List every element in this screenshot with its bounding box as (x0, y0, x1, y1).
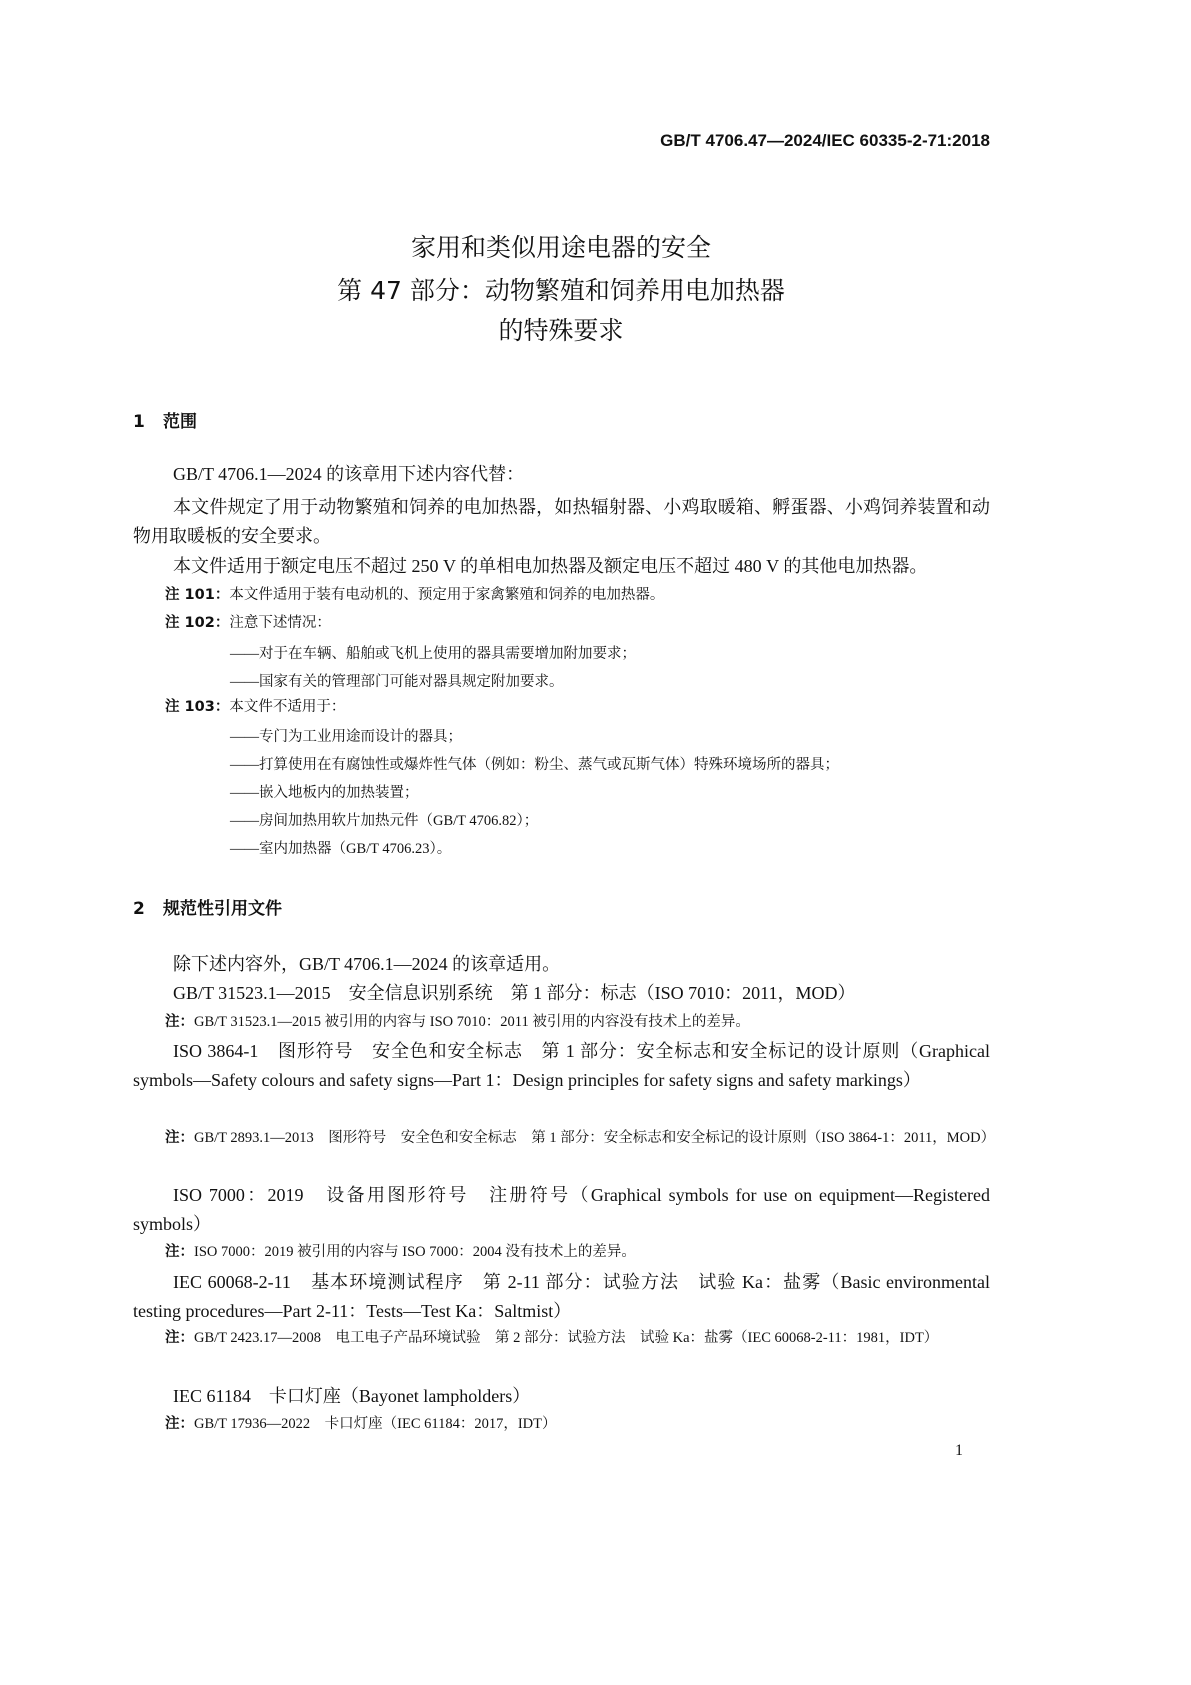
reference: GB/T 31523.1—2015 安全信息识别系统 第 1 部分：标志（ISO 7010：2011，MOD） (173, 983, 856, 1003)
section-2-heading (133, 894, 282, 919)
note-label: 注 102： (165, 615, 230, 631)
title-line-2: 第 47 部分：动物繁殖和饲养用电加热器 (337, 276, 785, 305)
list-item: ——对于在车辆、船舶或飞机上使用的器具需要增加附加要求； (230, 646, 636, 662)
reference-note (165, 1124, 1022, 1152)
note-text: 注意下述情况： (229, 615, 331, 631)
reference-note (165, 1324, 1022, 1352)
reference-note (165, 1410, 990, 1438)
section-1-heading (133, 407, 197, 432)
note-label: 注 103： (165, 699, 230, 715)
reference: ISO 3864-1 图形符号 安全色和安全标志 第 1 部分：安全标志和安全标记的设计原则（Graphical symbols—Safety colours and safety signs—Part 1：Design principles for safety signs and safety markings） (133, 1041, 990, 1090)
reference-note (165, 1008, 990, 1036)
reference: ISO 7000：2019 设备用图形符号 注册符号（Graphical symbols for use on equipment—Registered symbols） (133, 1185, 990, 1234)
list-item: ——嵌入地板内的加热装置； (230, 785, 419, 801)
list-item: ——国家有关的管理部门可能对器具规定附加要求。 (230, 674, 564, 690)
note-label: 注： (165, 1416, 194, 1432)
note-label: 注 101： (165, 587, 230, 603)
note-101 (165, 581, 990, 609)
note-text: GB/T 31523.1—2015 被引用的内容与 ISO 7010：2011 被引用的内容没有技术上的差异。 (194, 1014, 750, 1030)
note-label: 注： (165, 1330, 194, 1346)
list-item: ——打算使用在有腐蚀性或爆炸性气体（例如：粉尘、蒸气或瓦斯气体）特殊环境场所的器具； (230, 757, 839, 773)
reference: IEC 61184 卡口灯座（Bayonet lampholders） (173, 1386, 531, 1406)
note-103 (165, 693, 990, 721)
note-text: 本文件适用于装有电动机的、预定用于家禽繁殖和饲养的电加热器。 (229, 587, 665, 603)
reference-note (165, 1238, 990, 1266)
list-item: ——房间加热用软片加热元件（GB/T 4706.82）； (230, 813, 539, 829)
note-text: GB/T 2893.1—2013 图形符号 安全色和安全标志 第 1 部分：安全标志和安全标记的设计原则（ISO 3864-1：2011，MOD） (194, 1130, 996, 1146)
paragraph: 本文件适用于额定电压不超过 250 V 的单相电加热器及额定电压不超过 480 V 的其他电加热器。 (173, 556, 928, 576)
page-number: 1 (955, 1442, 963, 1459)
list-item: ——室内加热器（GB/T 4706.23）。 (230, 841, 452, 857)
note-text: 本文件不适用于： (229, 699, 346, 715)
section-title: 规范性引用文件 (163, 899, 282, 919)
note-text: ISO 7000：2019 被引用的内容与 ISO 7000：2004 没有技术上的差异。 (194, 1244, 636, 1260)
section-title: 范围 (163, 412, 197, 432)
title-line-3: 的特殊要求 (498, 316, 624, 345)
note-label: 注： (165, 1130, 194, 1146)
section-number: 2 (133, 899, 145, 919)
paragraph: GB/T 4706.1—2024 的该章用下述内容代替： (173, 464, 525, 484)
note-text: GB/T 2423.17—2008 电工电子产品环境试验 第 2 部分：试验方法 试验 Ka：盐雾（IEC 60068-2-11：1981，IDT） (194, 1330, 939, 1346)
reference: IEC 60068-2-11 基本环境测试程序 第 2-11 部分：试验方法 试验 Ka：盐雾（Basic environmental testing procedures—Part 2-11：Tests—Test Ka：Saltmist） (133, 1272, 990, 1321)
note-label: 注： (165, 1244, 194, 1260)
list-item: ——专门为工业用途而设计的器具； (230, 729, 462, 745)
standard-code: GB/T 4706.47—2024/IEC 60335-2-71:2018 (660, 131, 990, 150)
paragraph: 本文件规定了用于动物繁殖和饲养的电加热器，如热辐射器、小鸡取暖箱、孵蛋器、小鸡饲养装置和动物用取暖板的安全要求。 (133, 497, 990, 546)
paragraph: 除下述内容外，GB/T 4706.1—2024 的该章适用。 (173, 954, 561, 974)
note-label: 注： (165, 1014, 194, 1030)
note-text: GB/T 17936—2022 卡口灯座（IEC 61184：2017，IDT） (194, 1416, 557, 1432)
note-102 (165, 609, 990, 637)
section-number: 1 (133, 412, 145, 432)
title-line-1: 家用和类似用途电器的安全 (410, 233, 711, 262)
